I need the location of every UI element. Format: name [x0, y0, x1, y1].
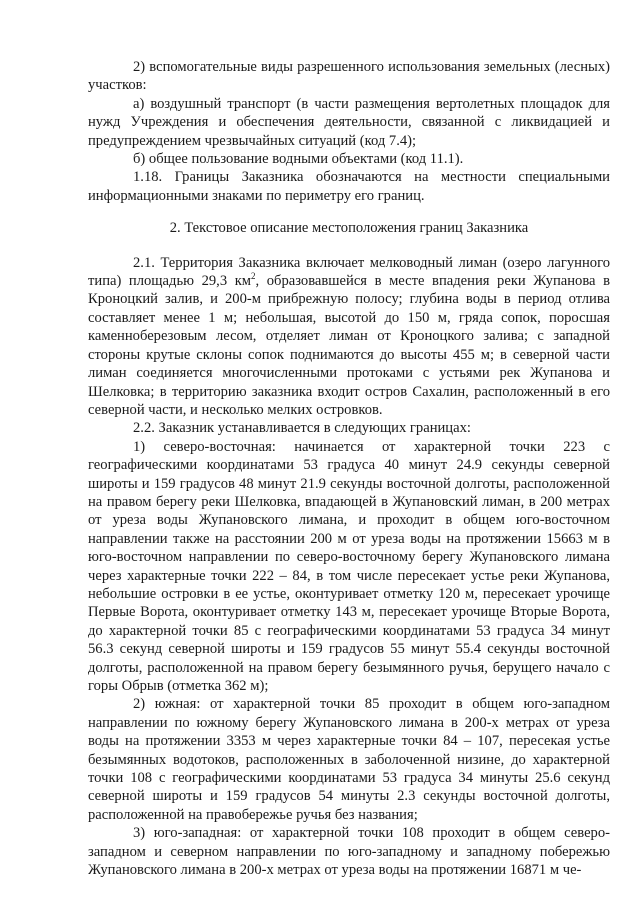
territory-text-a: 2.1. Территория Заказника включает мелководный лиман (озеро лагунного типа) площадью 29,3 км	[88, 254, 610, 290]
paragraph-south-boundary: 2) южная: от характерной точки 85 проходит в общем юго-западном направлении по южному берегу Жупановского лимана в 200-х метрах от уреза воды на протяжении 3353 м через характерные точки 84 – 107, пересекая устье безымянных водотоков, расположенных в заболоченной низине, до характерной точки 108 с географическими координатами 53 градуса 34 минуты 25.6 секунд северной широты и 159 градусов 54 минуты 2.3 секунды восточной долготы, расположенной на правобережье ручья без названия;	[88, 696, 610, 823]
paragraph-auxiliary-uses: 2) вспомогательные виды разрешенного использования земельных (лесных) участков:	[88, 59, 610, 94]
paragraph-northeast-boundary: 1) северо-восточная: начинается от характерной точки 223 с географическими координатами 53 градуса 40 минут 24.9 секунды северной широты и 159 градусов 48 минут 21.9 секунды восточной долготы, расположенной на правом берегу реки Шелковка, впадающей в Жупановский лиман, в 200 метрах от уреза воды Жупановского лимана, и проходит в общем юго-восточном направлении также на расстоянии 200 м от уреза воды на протяжении 15663 м в юго-восточном направлении по северо-восточному берегу Жупановского лимана через характерные точки 222 – 84, в том числе пересекает устье реки Жупанова, небольшие островки в ее устье, оконтуривает отметку 120 м, пересекает урочище Первые Ворота, оконтуривает отметку 143 м, пересекает урочище Вторые Ворота, до характерной точки 85 с географическими координатами 53 градуса 34 минут 56.3 секунд северной широты и 159 градусов 55 минут 55.4 секунды восточной долготы, расположенной на правом берегу безымянного ручья, берущего начало с горы Обрыв (отметка 362 м);	[88, 438, 610, 694]
paragraph-boundaries-intro: 2.2. Заказник устанавливается в следующих границах:	[133, 420, 471, 437]
paragraph-southwest-boundary: 3) юго-западная: от характерной точки 108 проходит в общем северо-западном и северном направлении по юго-западному и западному побережью Жупановского лимана в 200-х метрах от уреза воды на протяжении 16871 м че-	[88, 825, 610, 879]
paragraph-boundary-signs: 1.18. Границы Заказника обозначаются на местности специальными информационными знаками по периметру его границ.	[88, 169, 610, 204]
document-page	[88, 58, 610, 879]
paragraph-water-use: б) общее пользование водными объектами (код 11.1).	[133, 151, 464, 168]
area-unit-superscript: 2	[251, 271, 256, 282]
section-heading: 2. Текстовое описание местоположения границ Заказника	[169, 220, 529, 237]
paragraph-territory-description	[88, 254, 610, 420]
territory-text-b: , образовавшейся в месте впадения реки Жупанова в Кроноцкий залив, и 200-м прибрежную полосу; глубина воды в период отлива составляет менее 1 м; небольшая, высотой до 150 м, гряда сопок, поросшая каменноберезовым лесом, отделяет лиман от Кроноцкого залива; с западной стороны крутые склоны сопок поднимаются до высоты 455 м; в северной части лиман соединяется многочисленными протоками с устьями рек Жупанова и Шелковка; в территорию заказника входит остров Сахалин, расположенный в его северной части, и несколько мелких островков.	[88, 273, 610, 418]
paragraph-air-transport: а) воздушный транспорт (в части размещения вертолетных площадок для нужд Учреждения и обеспечения деятельности, связанной с ликвидацией и предупреждением чрезвычайных ситуаций (код 7.4);	[88, 95, 610, 149]
